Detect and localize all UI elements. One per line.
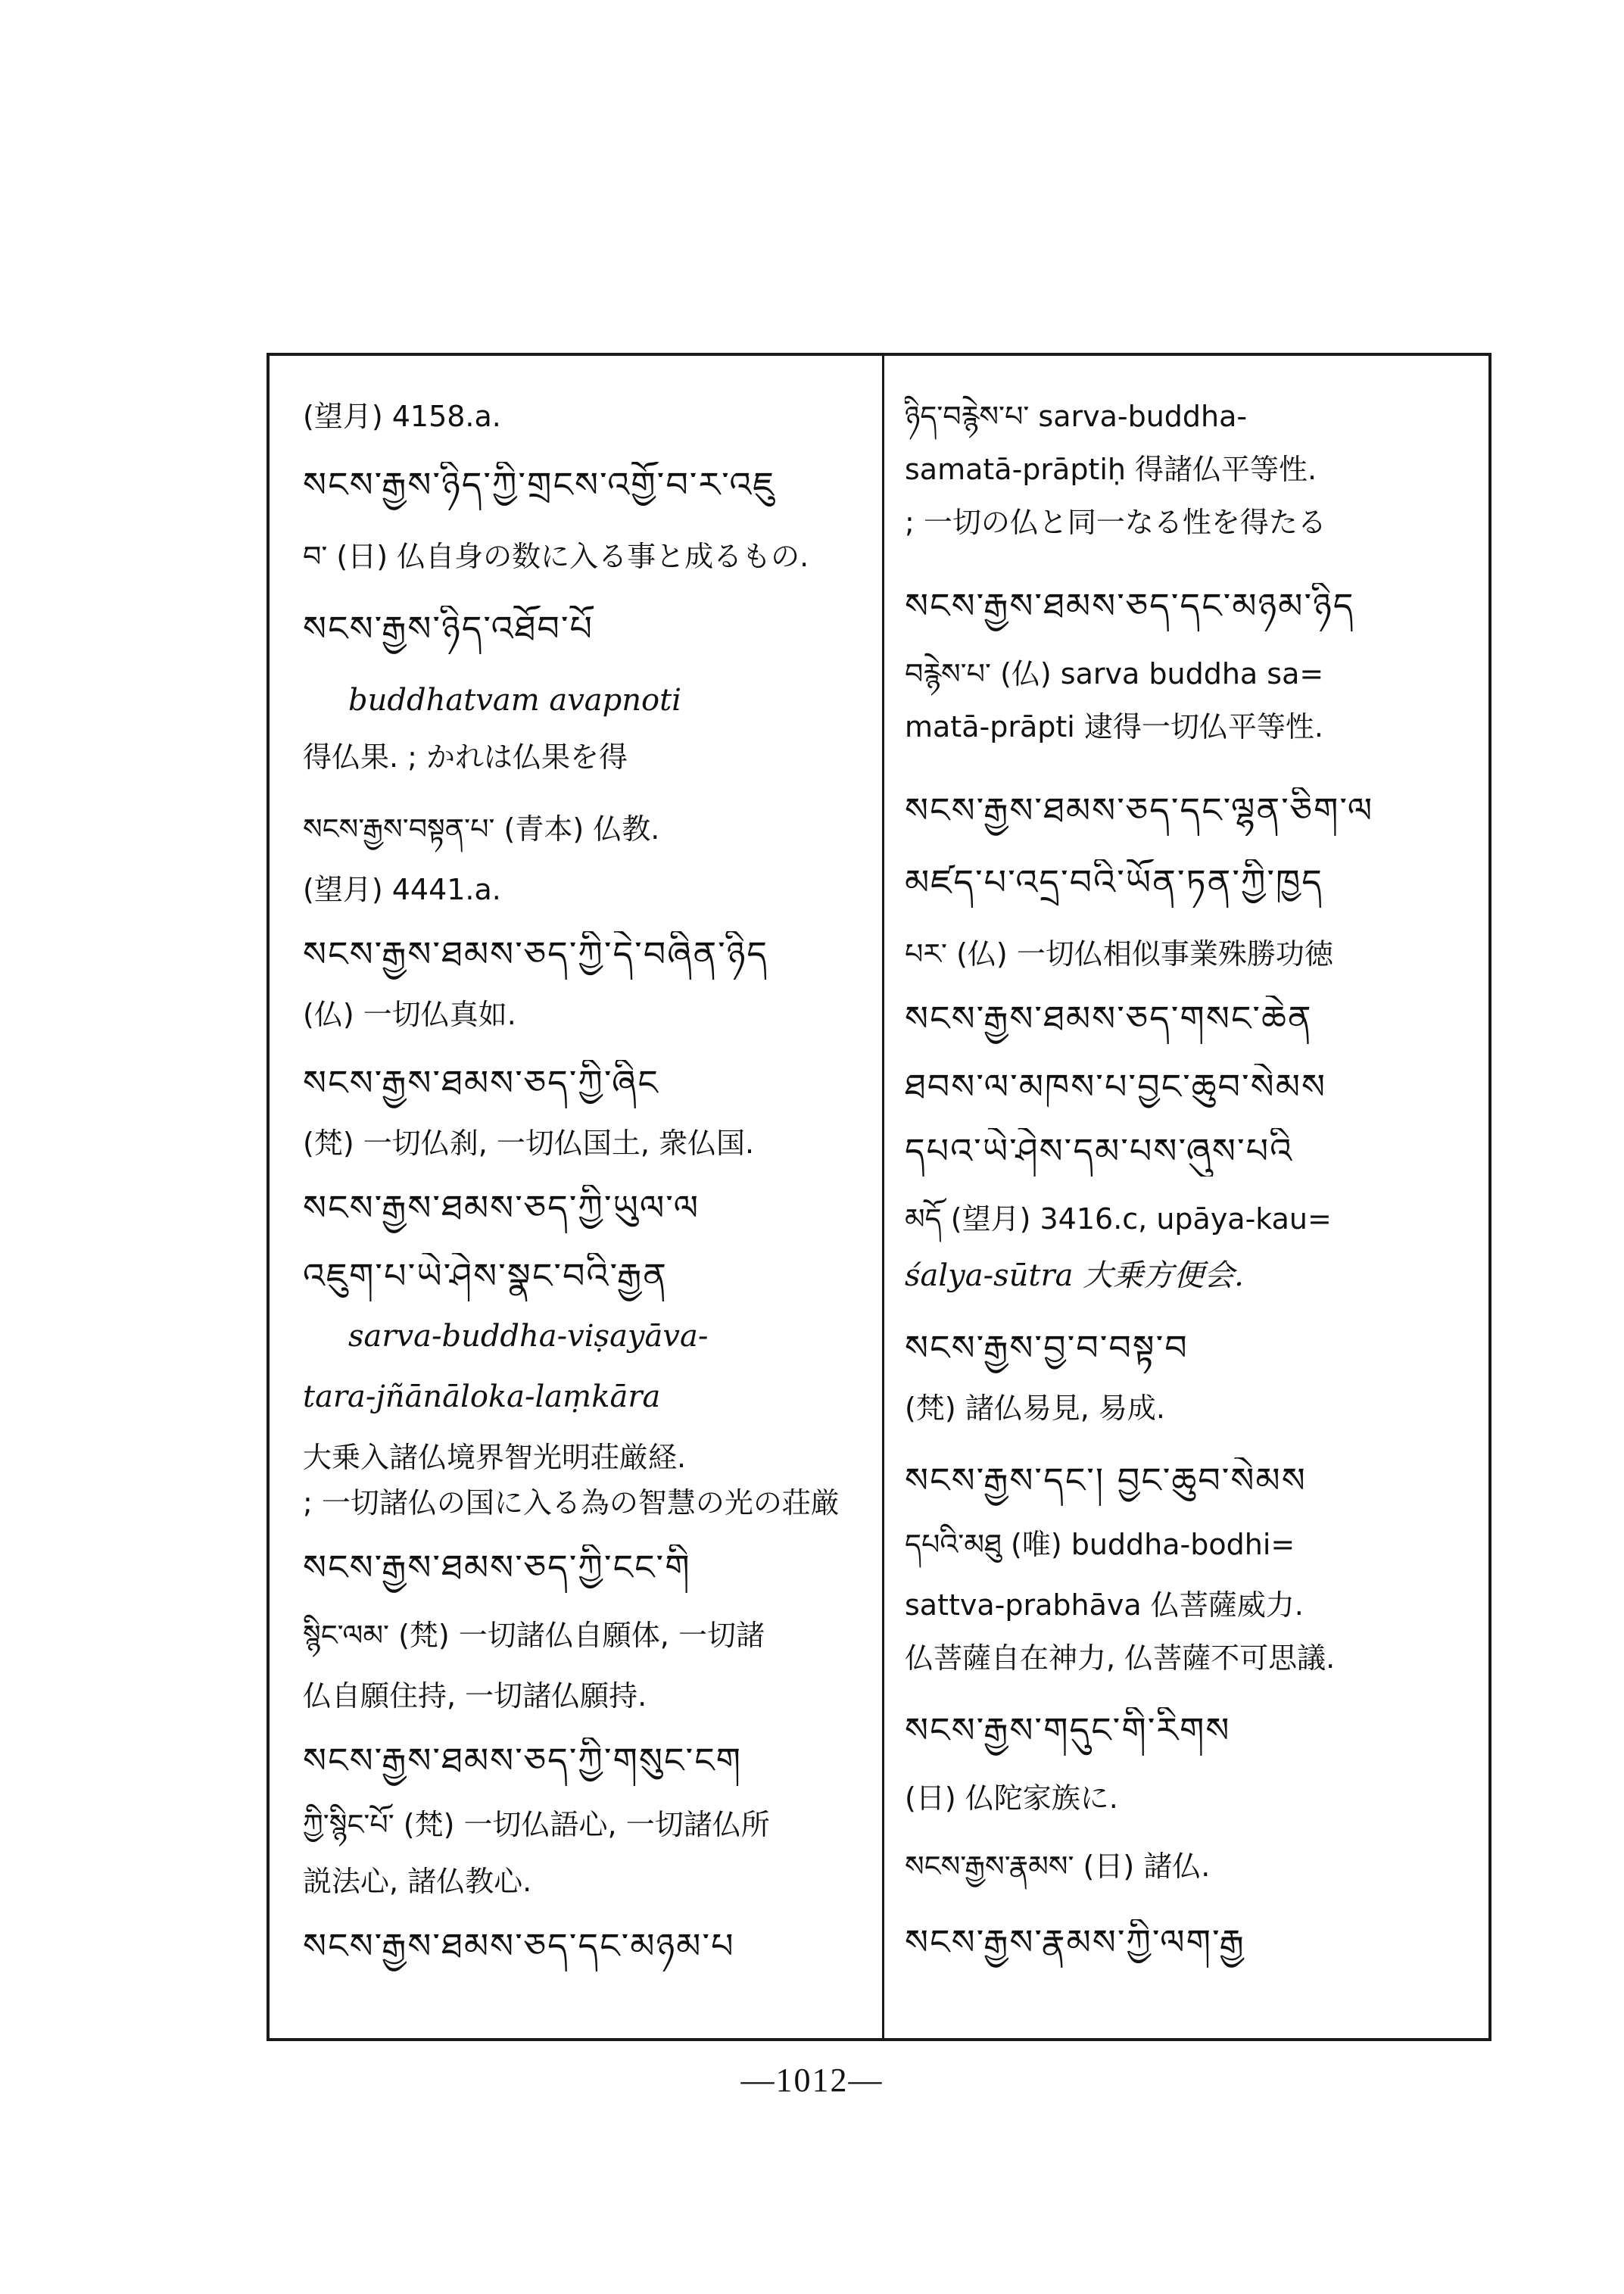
entry-line: སངས་རྒྱས་ཐམས་ཅད་ཀྱི་ཡུལ་ལ <box>303 1187 700 1228</box>
entry-line: ཀྱི་སྙིང་པོ་ (梵) 一切仏語心, 一切諸仏所 <box>303 1808 770 1841</box>
entry-line: (梵) 一切仏刹, 一切仏国土, 衆仏国. <box>303 1127 755 1160</box>
entry-line: matā-prāpti 逮得一切仏平等性. <box>905 710 1323 743</box>
entry-line: མདོ (望月) 3416.c, upāya-kau= <box>905 1202 1332 1236</box>
entry-line: སངས་རྒྱས་རྣམས་ (日) 諸仏. <box>905 1850 1211 1883</box>
page-number: —1012— <box>740 2062 884 2099</box>
entry-line: སངས་རྒྱས་ཐམས་ཅད་ཀྱི་གསུང་ངག <box>303 1740 743 1781</box>
entry-line: སྙིང་ལམ་ (梵) 一切諸仏自願体, 一切諸 <box>303 1619 765 1652</box>
entry-line: tara-jñānāloka-laṃkāra <box>303 1379 661 1414</box>
entry-line: sarva-buddha-viṣayāva- <box>348 1319 709 1354</box>
entry-line: 大乗入諸仏境界智光明荘厳経. <box>303 1441 687 1474</box>
entry-line: ཐབས་ལ་མཁས་པ་བྱང་ཆུབ་སེམས <box>905 1066 1327 1107</box>
entry-line: སངས་རྒྱས་བསྟན་པ་ (青本) 仏教. <box>303 812 660 846</box>
entry-line: སངས་རྒྱས་རྣམས་ཀྱི་ལག་རྒྱ <box>905 1922 1245 1962</box>
entry-line: (望月) 4441.a. <box>303 873 501 906</box>
entry-line: 得仏果. ; かれは仏果を得 <box>303 740 628 774</box>
entry-line: སངས་རྒྱས་ཐམས་ཅད་དང་མཉམ་པ <box>303 1925 735 1966</box>
entry-line: 説法心, 諸仏教心. <box>303 1865 532 1898</box>
entry-line: སངས་རྒྱས་ཐམས་ཅད་དང་མཉམ་ཉིད <box>905 585 1355 626</box>
entry-line: སངས་རྒྱས་ཐམས་ཅད་ཀྱི་ཞིང <box>303 1062 659 1103</box>
right-column <box>905 379 1488 2021</box>
entry-line: དཔའི་མཐུ (唯) buddha-bodhi= <box>905 1528 1295 1561</box>
entry-line: (望月) 4158.a. <box>303 400 501 433</box>
entry-line: 仏菩薩自在神力, 仏菩薩不可思議. <box>905 1641 1336 1675</box>
entry-line: buddhatvam avapnoti <box>348 683 681 718</box>
entry-line: སངས་རྒྱས་ཉིད་ཀྱི་གྲངས་འགྱོ་བ་ར་འཇུ <box>303 464 776 505</box>
entry-line: ཉིད་བརྙེས་པ་ sarva-buddha- <box>905 400 1248 433</box>
left-column <box>303 379 886 2021</box>
entry-line: sattva-prabhāva 仏菩薩威力. <box>905 1588 1304 1622</box>
entry-line: (梵) 諸仏易見, 易成. <box>905 1392 1165 1425</box>
entry-line: 仏自願住持, 一切諸仏願持. <box>303 1679 647 1713</box>
entry-line: པར་ (仏) 一切仏相似事業殊勝功徳 <box>905 937 1333 971</box>
entry-line: samatā-prāptiḥ 得諸仏平等性. <box>905 453 1317 486</box>
entry-line: བ་ (日) 仏自身の数に入る事と成るもの. <box>303 540 809 573</box>
entry-line: སངས་རྒྱས་ཉིད་འཐོབ་པོ <box>303 608 594 649</box>
entry-line: སངས་རྒྱས་དང་། བྱང་ཆུབ་སེམས <box>905 1460 1307 1501</box>
entry-line: འཇུག་པ་ཡེ་ཤེས་སྣང་བའི་རྒྱན <box>303 1255 668 1296</box>
entry-line: (仏) 一切仏真如. <box>303 998 516 1031</box>
entry-line: śalya-sūtra 大乗方便会. <box>905 1258 1244 1293</box>
entry-line: དཔའ་ཡེ་ཤེས་དམ་པས་ཞུས་པའི <box>905 1130 1294 1171</box>
entry-line: (日) 仏陀家族に. <box>905 1781 1118 1815</box>
entry-line: སངས་རྒྱས་གདུང་གི་རིགས <box>905 1710 1231 1750</box>
entry-line: སངས་རྒྱས་ཐམས་ཅད་དང་ལྷན་ཅིག་ལ <box>905 790 1374 831</box>
entry-line: སངས་རྒྱས་ཐམས་ཅད་ཀྱི་ངང་གི <box>303 1547 691 1588</box>
entry-line: བརྙེས་པ་ (仏) sarva buddha sa= <box>905 657 1324 690</box>
entry-line: མཛད་པ་འདྲ་བའི་ཡོན་ཏན་ཀྱི་ཁྱད <box>905 862 1323 902</box>
entry-line: སངས་རྒྱས་ཐམས་ཅད་ཀྱི་དེ་བཞིན་ཉིད <box>303 933 769 974</box>
entry-line: སངས་རྒྱས་བྱ་བ་བསྟ་བ <box>905 1327 1189 1368</box>
entry-line: སངས་རྒྱས་ཐམས་ཅད་གསང་ཆེན <box>905 998 1313 1039</box>
entry-line: ; 一切の仏と同一なる性を得たる <box>905 506 1326 539</box>
entry-line: ; 一切諸仏の国に入る為の智慧の光の荘厳 <box>303 1486 840 1519</box>
